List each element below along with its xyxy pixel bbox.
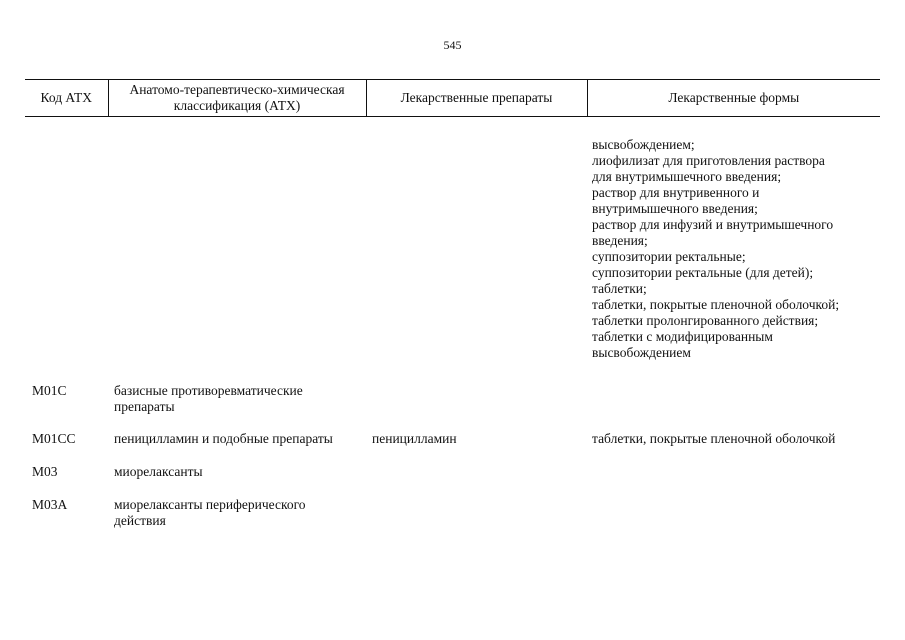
table-row-continuation	[25, 117, 880, 384]
table-header-row	[25, 80, 880, 117]
table-row	[25, 464, 880, 497]
atx-code: M03	[32, 464, 58, 479]
page-number: 545	[443, 38, 462, 52]
atx-classification: миорелаксанты периферического действия	[114, 497, 306, 528]
form-line: таблетки пролонгированного действия;	[592, 313, 819, 328]
atx-code: M03A	[32, 497, 68, 512]
drug-name	[366, 497, 587, 529]
table-row	[25, 431, 880, 464]
table-row	[25, 497, 880, 529]
header-code: Код АТХ	[25, 80, 108, 117]
table-row	[25, 383, 880, 431]
continuation-forms-cell	[587, 117, 880, 384]
form-line: лиофилизат для приготовления раствора	[592, 153, 825, 168]
atx-code: M01CC	[32, 431, 76, 446]
form-line: высвобождением;	[592, 137, 695, 152]
dosage-forms	[587, 383, 880, 431]
dosage-forms: таблетки, покрытые пленочной оболочкой	[592, 431, 836, 446]
form-line: для внутримышечного введения;	[592, 169, 782, 184]
dosage-forms	[587, 497, 880, 529]
atx-classification: пеницилламин и подобные препараты	[114, 431, 333, 446]
atx-code: M01C	[32, 383, 67, 398]
header-classification: Анатомо-терапевтическо-химическая классификация (АТХ)	[108, 80, 366, 117]
form-line: суппозитории ректальные (для детей);	[592, 265, 814, 280]
form-line: таблетки с модифицированным	[592, 329, 773, 344]
form-line: внутримышечного введения;	[592, 201, 758, 216]
header-drugs: Лекарственные препараты	[366, 80, 587, 117]
form-line: раствор для инфузий и внутримышечного	[592, 217, 834, 232]
form-line: таблетки;	[592, 281, 647, 296]
header-forms: Лекарственные формы	[587, 80, 880, 117]
drug-name	[366, 383, 587, 431]
form-line: суппозитории ректальные;	[592, 249, 746, 264]
form-line: введения;	[592, 233, 648, 248]
atx-classification: базисные противоревматические препараты	[114, 383, 303, 414]
drug-name: пеницилламин	[372, 431, 457, 446]
drug-name	[366, 464, 587, 497]
form-line: высвобождением	[592, 345, 691, 360]
form-line: таблетки, покрытые пленочной оболочкой;	[592, 297, 840, 312]
atx-classification: миорелаксанты	[114, 464, 203, 479]
form-line: раствор для внутривенного и	[592, 185, 760, 200]
atx-table	[25, 79, 880, 529]
dosage-forms	[587, 464, 880, 497]
